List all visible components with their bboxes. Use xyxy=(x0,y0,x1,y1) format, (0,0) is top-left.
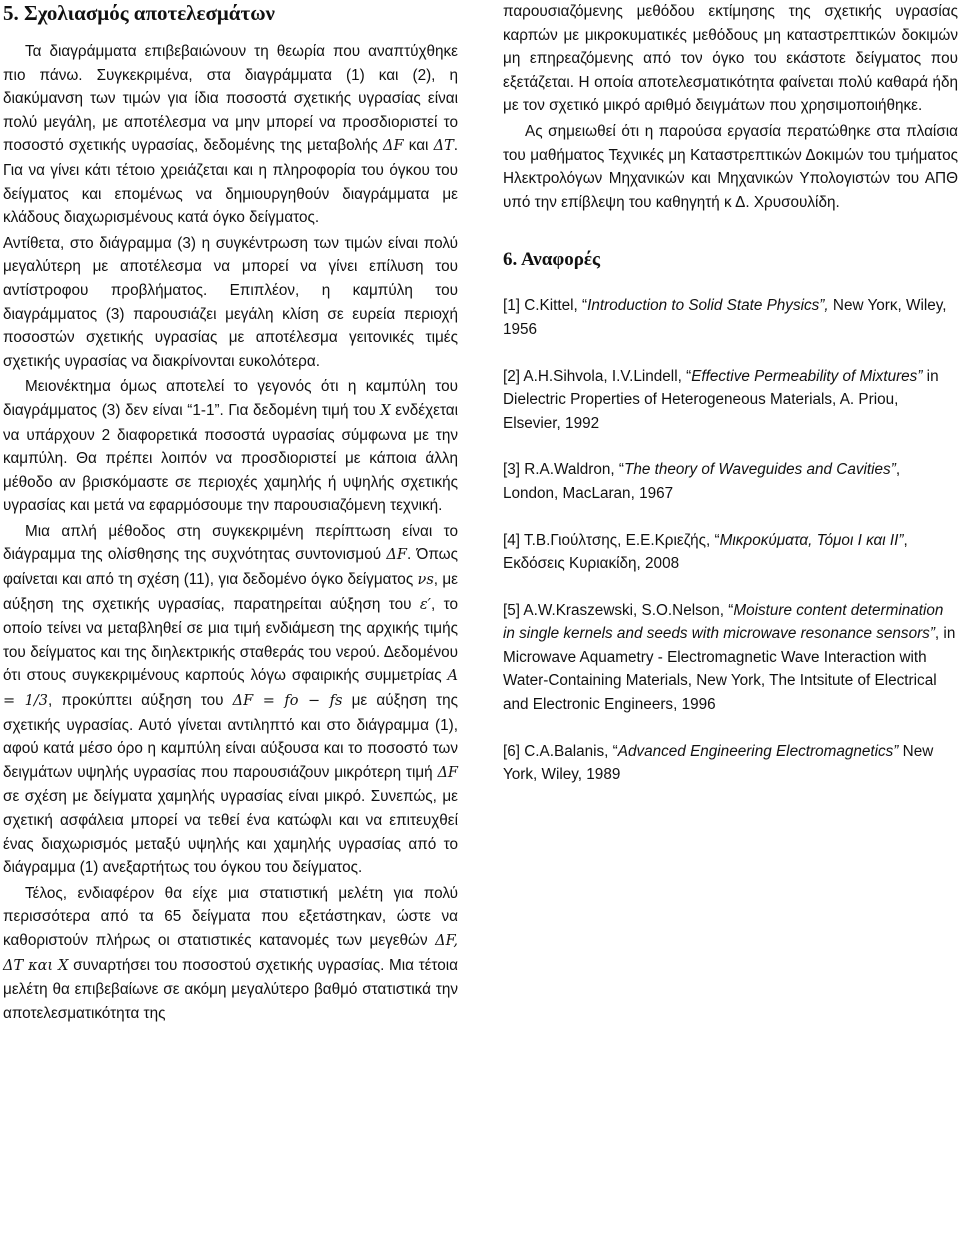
reference-title: Μικροκύματα, Τόμοι Ι και ΙΙ” xyxy=(719,531,904,549)
text-run: Τέλος, ενδιαφέρον θα είχε μια στατιστική μελέτη για πολύ περισσότερα από τα 65 δείγματα που εξετάστηκαν, ώστε να καθοριστούν πλήρως οι στατιστικές κατανομές των μεγεθών xyxy=(3,884,458,949)
math-symbol: X xyxy=(380,402,391,419)
reference-publisher: , London, MacLaran, 1967 xyxy=(503,461,901,502)
reference-publisher: , Εκδόσεις Κυριακίδη, 2008 xyxy=(503,531,908,573)
reference-authors: [6] C.A.Balanis, “ xyxy=(503,742,618,760)
math-symbol: ΔF xyxy=(386,547,407,564)
text-run: . Για να γίνει κάτι τέτοιο χρειάζεται και η πληροφορία του όγκου του δείγματος και επομένως να δημιουργηθούν διαγράμματα με κλάδους διαχωρισμένους κατά όγκο δείγματος. xyxy=(3,137,458,227)
reference-title: Introduction to Solid State Physics”, xyxy=(587,297,829,315)
math-symbol: ε′ xyxy=(419,596,431,613)
reference-list xyxy=(503,294,958,787)
math-symbol: ΔT xyxy=(433,138,454,155)
text-run: Τα διαγράμματα επιβεβαιώνουν τη θεωρία που αναπτύχθηκε πιο πάνω. Συγκεκριμένα, στα διαγράμματα (1) και (2), η διακύμανση των τιμών για ίδια ποσοστά σχετικής υγρασίας είναι πολύ μεγάλη, με αποτέλεσμα να μην μπορεί να προσδιοριστεί το ποσοστό σχετικής υγρασίας, δεδομένης της μεταβολής xyxy=(3,43,458,155)
paragraph-2: Αντίθετα, στο διάγραμμα (3) η συγκέντρωση των τιμών είναι πολύ μεγαλύτερη με αποτέλεσμα να μπορεί να γίνει επίλυση του αντίστροφου προβλήματος. Επιπλέον, η καμπύλη του διαγράμματος (3) παρουσιάζει μεγάλη κλίση σε ευρεία περιοχή ποσοστών σχετικής υγρασίας με αποτέλεσμα γειτονικές τιμές σχετικής υγρασίας να διακρίνονται ευκολότερα. xyxy=(3,234,458,370)
reference-authors: [3] R.A.Waldron, “ xyxy=(503,461,624,479)
text-run: και xyxy=(403,137,434,155)
reference-publisher: New York, Wiley, 1989 xyxy=(503,742,934,784)
reference-publisher: in Dielectric Properties of Heterogeneous Materials, A. Priou, Elsevier, 1992 xyxy=(503,367,939,432)
text-run: ενδέχεται να υπάρχουν 2 διαφορετικά ποσοστά υγρασίας σύμφωνα με την καμπύλη. Θα πρέπει λοιπόν να προσδιοριστεί με κάποια άλλη μέθοδο αν βρισκόμαστε σε περιοχές χαμηλής ή υψηλής σχετικής υγρασίας και μετά να εφαρμόσουμε την παρουσιαζόμενη τεχνική. xyxy=(3,401,459,515)
reference-title: Moisture content determination in single kernels and seeds with microwave resonance sensors” xyxy=(503,601,944,643)
text-run: με αύξηση της σχετικής υγρασίας. Αυτό γίνεται αντιληπτό και στο διάγραμμα (1), αφού κατά μέσο όρο η καμπύλη είναι αύξουσα και το ποσοστό των δειγμάτων υψηλής υγρασίας που παρουσιάζουν μικρότερη τιμή xyxy=(3,692,458,781)
text-run: , με αύξηση της σχετικής υγρασίας, παρατηρείται αύξηση του xyxy=(3,571,458,613)
math-symbol: ΔF = fo − fs xyxy=(232,693,343,710)
text-run: Μειονέκτημα όμως αποτελεί το γεγονός ότι η καμπύλη του διαγράμματος (3) δεν είναι “1-1”. Για δεδομένη τιμή του xyxy=(3,378,458,419)
text-run: . Όπως φαίνεται και από τη σχέση (11), για δεδομένο όγκο δείγματος xyxy=(3,546,458,589)
text-run: , προκύπτει αύξηση του xyxy=(48,692,233,710)
reference-authors: [4] T.B.Γιούλτσης, Ε.Ε.Κριεζής, “ xyxy=(503,531,720,549)
paragraph-4 xyxy=(3,520,458,880)
reference-authors: [1] C.Kittel, “ xyxy=(503,297,588,315)
left-column xyxy=(3,0,458,1027)
reference-item xyxy=(503,458,958,505)
paragraph-3 xyxy=(3,375,458,518)
math-symbol: ΔF xyxy=(437,764,458,781)
reference-item xyxy=(503,294,958,341)
paragraph-1 xyxy=(3,40,458,230)
math-symbol: A = 1/3 xyxy=(3,668,458,710)
reference-publisher: , in Microwave Aquametry - Electromagnetic Wave Interaction with Water-Containing Materials, New York, The Intsitute of Electrical and Electronic Engineers, 1996 xyxy=(503,625,956,714)
section-title: 5. Σχολιασμός αποτελεσμάτων xyxy=(3,1,275,25)
reference-authors: [2] A.H.Sihvola, I.V.Lindell, “ xyxy=(503,367,692,385)
reference-item xyxy=(503,599,958,717)
text-run: Μια απλή μέθοδος στη συγκεκριμένη περίπτωση είναι το διάγραμμα της ολίσθησης της συχνότητας συντονισμού xyxy=(3,522,458,564)
math-symbol: νs xyxy=(417,572,434,589)
reference-item xyxy=(503,529,958,576)
paragraph-right-2: Ας σημειωθεί ότι η παρούσα εργασία περατώθηκε στα πλαίσια του μαθήματος Τεχνικές μη Καταστρεπτικών Δοκιμών του τμήματος Ηλεκτρολόγων Μηχανικών και Μηχανικών Υπολογιστών του ΑΠΘ υπό την επίβλεψη του καθηγητή κ Δ. Χρυσουλίδη. xyxy=(503,122,958,211)
text-run: , το οποίο τείνει να μεταβληθεί σε μια τιμή ενδιάμεση της αρχικής τιμής του δείγματος και της διηλεκτρικής σταθεράς του νερού. Δεδομένου ότι στους συγκεκριμένους καρπούς λόγω σφαιρικής συμμετρίας xyxy=(3,595,458,685)
reference-publisher: New Yorκ, Wiley, 1956 xyxy=(503,297,947,338)
reference-title: Advanced Engineering Electromagnetics” xyxy=(617,742,899,760)
reference-item xyxy=(503,740,958,787)
reference-title: Effective Permeability of Mixtures” xyxy=(691,367,923,385)
paragraph-5 xyxy=(3,882,458,1026)
reference-item xyxy=(503,365,958,436)
right-column xyxy=(503,0,958,810)
text-run: συναρτήσει του ποσοστού σχετικής υγρασίας. Μια τέτοια μελέτη θα επιβεβαίωνε σε ακόμη μεγαλύτερο βαθμό στατιστικά την αποτελεσματικότητα της xyxy=(3,956,459,1022)
math-symbol: ΔF xyxy=(383,138,404,155)
paragraph-right-1: παρουσιαζόμενης μεθόδου εκτίμησης της σχετικής υγρασίας καρπών με μικροκυματικές μεθόδους μη καταστρεπτικών δοκιμών μη επηρεαζόμενης από τον όγκο του εκάστοτε δείγματος που εξετάζεται. Η οποία αποτελεσματικότητα φαίνεται πολύ καθαρά ήδη με τον σχετικό μικρό αριθμό δειγμάτων που χρησιμοποιήθηκε. xyxy=(503,3,958,115)
math-symbol: ΔF, ΔT και X xyxy=(3,932,458,974)
text-run: σε σχέση με δείγματα χαμηλής υγρασίας είναι μικρό. Συνεπώς, με σχετική ασφάλεια μπορεί να τεθεί ένα κατώφλι και να επιτευχθεί ένας διαχωρισμός μεταξύ υψηλής και χαμηλής υγρασίας από το διάγραμμα (1) ανεξαρτήτως του όγκου του δείγματος. xyxy=(3,788,458,877)
reference-title: The theory of Waveguides and Cavities” xyxy=(624,461,896,479)
reference-authors: [5] A.W.Kraszewski, S.O.Nelson, “ xyxy=(503,601,734,619)
references-title: 6. Αναφορές xyxy=(503,249,601,271)
